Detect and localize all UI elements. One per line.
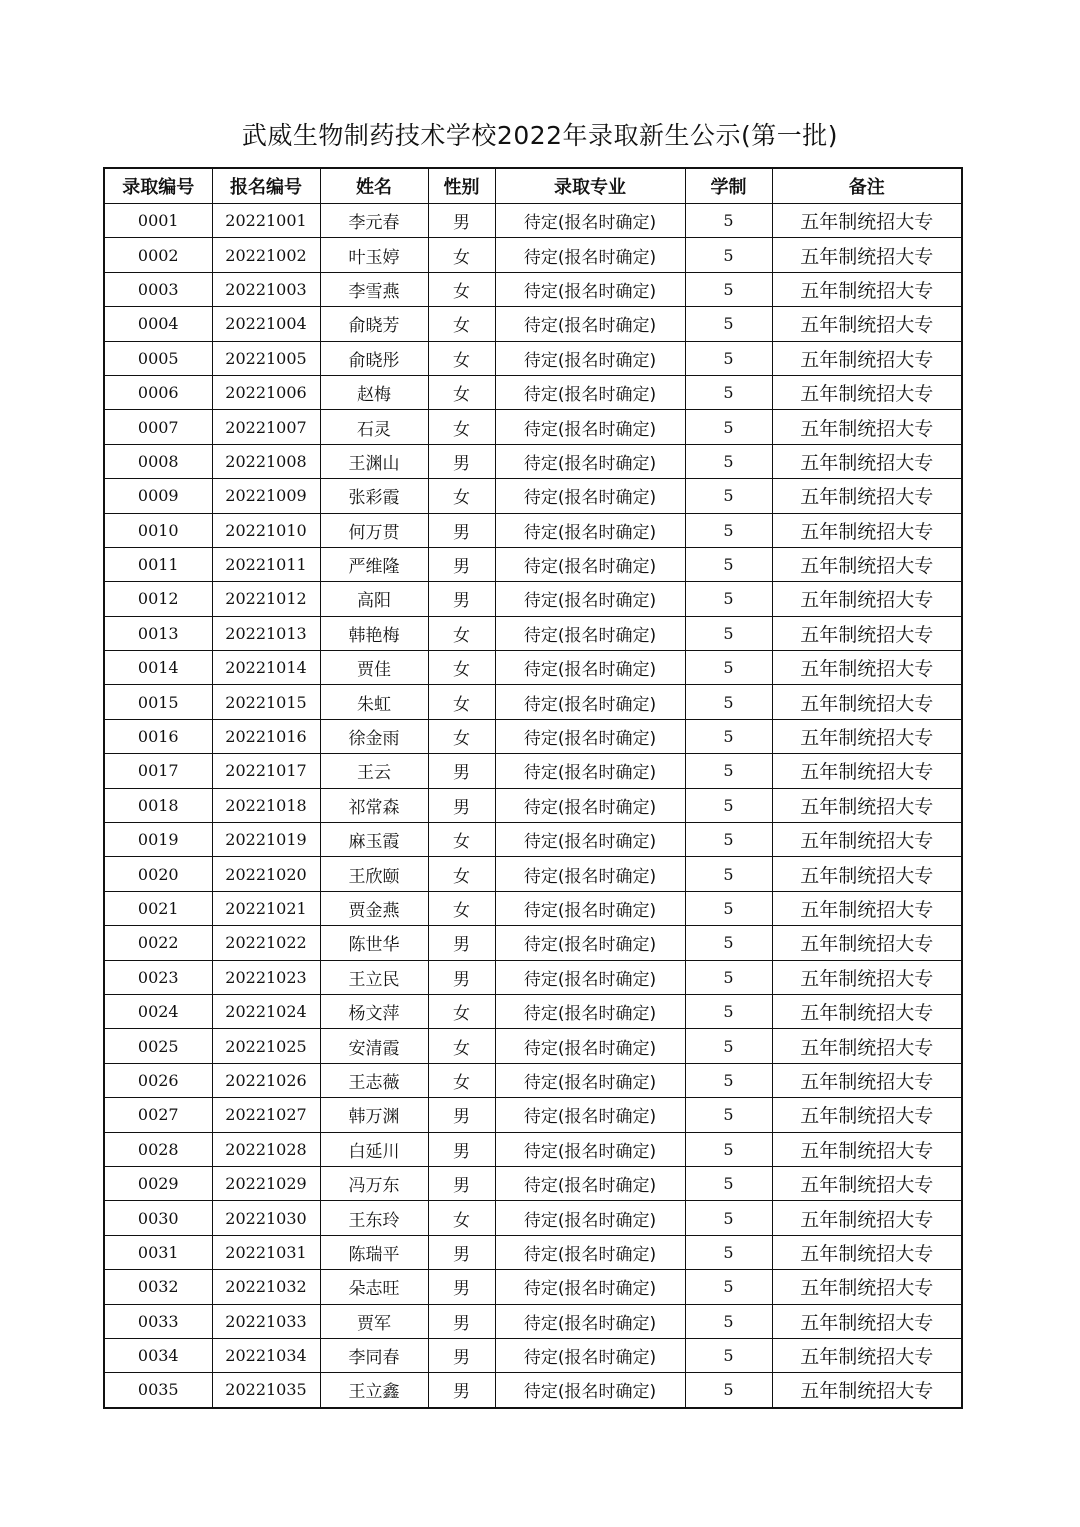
- registration-no-cell: 20221029: [212, 1166, 320, 1200]
- major-cell: 待定(报名时确定): [495, 479, 685, 513]
- major-cell: 待定(报名时确定): [495, 272, 685, 306]
- duration-cell: 5: [685, 444, 772, 478]
- major-cell: 待定(报名时确定): [495, 1166, 685, 1200]
- registration-no-cell: 20221018: [212, 788, 320, 822]
- duration-cell: 5: [685, 204, 772, 238]
- duration-cell: 5: [685, 685, 772, 719]
- admission-no-cell: 0015: [104, 685, 212, 719]
- duration-cell: 5: [685, 1304, 772, 1338]
- table-row: [104, 1029, 962, 1063]
- remark-cell: 五年制统招大专: [772, 513, 962, 547]
- admission-no-cell: 0028: [104, 1132, 212, 1166]
- table-row: [104, 1270, 962, 1304]
- admission-no-cell: 0013: [104, 616, 212, 650]
- admission-no-cell: 0017: [104, 754, 212, 788]
- gender-cell: 男: [428, 582, 495, 616]
- table-row: [104, 1201, 962, 1235]
- student-name-cell: 白延川: [320, 1132, 428, 1166]
- admission-no-cell: 0034: [104, 1338, 212, 1372]
- student-name-cell: 李雪燕: [320, 272, 428, 306]
- major-cell: 待定(报名时确定): [495, 1373, 685, 1408]
- gender-cell: 女: [428, 651, 495, 685]
- student-name-cell: 麻玉霞: [320, 823, 428, 857]
- table-row: [104, 307, 962, 341]
- major-cell: 待定(报名时确定): [495, 788, 685, 822]
- remark-cell: 五年制统招大专: [772, 1098, 962, 1132]
- table-row: [104, 444, 962, 478]
- table-row: [104, 479, 962, 513]
- gender-cell: 男: [428, 1373, 495, 1408]
- duration-cell: 5: [685, 651, 772, 685]
- gender-cell: 女: [428, 1063, 495, 1097]
- admission-no-cell: 0033: [104, 1304, 212, 1338]
- remark-cell: 五年制统招大专: [772, 960, 962, 994]
- duration-cell: 5: [685, 1132, 772, 1166]
- duration-cell: 5: [685, 823, 772, 857]
- remark-cell: 五年制统招大专: [772, 238, 962, 272]
- student-name-cell: 俞晓芳: [320, 307, 428, 341]
- major-cell: 待定(报名时确定): [495, 651, 685, 685]
- admission-no-cell: 0027: [104, 1098, 212, 1132]
- gender-cell: 男: [428, 754, 495, 788]
- registration-no-cell: 20221014: [212, 651, 320, 685]
- major-cell: 待定(报名时确定): [495, 891, 685, 925]
- admission-no-cell: 0009: [104, 479, 212, 513]
- admission-no-cell: 0004: [104, 307, 212, 341]
- table-row: [104, 582, 962, 616]
- admission-no-cell: 0010: [104, 513, 212, 547]
- major-cell: 待定(报名时确定): [495, 960, 685, 994]
- admission-no-cell: 0011: [104, 547, 212, 581]
- remark-cell: 五年制统招大专: [772, 1063, 962, 1097]
- major-cell: 待定(报名时确定): [495, 1304, 685, 1338]
- remark-cell: 五年制统招大专: [772, 651, 962, 685]
- gender-cell: 女: [428, 616, 495, 650]
- gender-cell: 男: [428, 926, 495, 960]
- student-name-cell: 朵志旺: [320, 1270, 428, 1304]
- remark-cell: 五年制统招大专: [772, 272, 962, 306]
- table-row: [104, 341, 962, 375]
- student-name-cell: 叶玉婷: [320, 238, 428, 272]
- remark-cell: 五年制统招大专: [772, 1201, 962, 1235]
- header-registration-no: 报名编号: [212, 168, 320, 204]
- gender-cell: 女: [428, 479, 495, 513]
- remark-cell: 五年制统招大专: [772, 1338, 962, 1372]
- major-cell: 待定(报名时确定): [495, 341, 685, 375]
- major-cell: 待定(报名时确定): [495, 1235, 685, 1269]
- major-cell: 待定(报名时确定): [495, 1132, 685, 1166]
- table-row: [104, 238, 962, 272]
- admission-no-cell: 0029: [104, 1166, 212, 1200]
- registration-no-cell: 20221010: [212, 513, 320, 547]
- duration-cell: 5: [685, 754, 772, 788]
- remark-cell: 五年制统招大专: [772, 788, 962, 822]
- registration-no-cell: 20221026: [212, 1063, 320, 1097]
- duration-cell: 5: [685, 1270, 772, 1304]
- duration-cell: 5: [685, 547, 772, 581]
- remark-cell: 五年制统招大专: [772, 891, 962, 925]
- major-cell: 待定(报名时确定): [495, 754, 685, 788]
- remark-cell: 五年制统招大专: [772, 479, 962, 513]
- gender-cell: 女: [428, 1029, 495, 1063]
- student-name-cell: 陈瑞平: [320, 1235, 428, 1269]
- registration-no-cell: 20221012: [212, 582, 320, 616]
- remark-cell: 五年制统招大专: [772, 1270, 962, 1304]
- gender-cell: 女: [428, 375, 495, 409]
- student-name-cell: 李元春: [320, 204, 428, 238]
- registration-no-cell: 20221016: [212, 719, 320, 753]
- gender-cell: 女: [428, 272, 495, 306]
- major-cell: 待定(报名时确定): [495, 1098, 685, 1132]
- remark-cell: 五年制统招大专: [772, 1304, 962, 1338]
- table-row: [104, 547, 962, 581]
- admission-no-cell: 0016: [104, 719, 212, 753]
- admission-no-cell: 0001: [104, 204, 212, 238]
- table-row: [104, 1166, 962, 1200]
- table-row: [104, 788, 962, 822]
- registration-no-cell: 20221015: [212, 685, 320, 719]
- student-name-cell: 李同春: [320, 1338, 428, 1372]
- admission-no-cell: 0021: [104, 891, 212, 925]
- admission-no-cell: 0006: [104, 375, 212, 409]
- duration-cell: 5: [685, 307, 772, 341]
- student-name-cell: 高阳: [320, 582, 428, 616]
- table-row: [104, 616, 962, 650]
- gender-cell: 女: [428, 307, 495, 341]
- gender-cell: 女: [428, 891, 495, 925]
- duration-cell: 5: [685, 1063, 772, 1097]
- duration-cell: 5: [685, 788, 772, 822]
- duration-cell: 5: [685, 1098, 772, 1132]
- major-cell: 待定(报名时确定): [495, 823, 685, 857]
- admission-no-cell: 0035: [104, 1373, 212, 1408]
- major-cell: 待定(报名时确定): [495, 1029, 685, 1063]
- duration-cell: 5: [685, 513, 772, 547]
- admission-no-cell: 0012: [104, 582, 212, 616]
- table-row: [104, 1235, 962, 1269]
- duration-cell: 5: [685, 479, 772, 513]
- gender-cell: 女: [428, 238, 495, 272]
- duration-cell: 5: [685, 1373, 772, 1408]
- student-name-cell: 贾军: [320, 1304, 428, 1338]
- registration-no-cell: 20221035: [212, 1373, 320, 1408]
- student-name-cell: 赵梅: [320, 375, 428, 409]
- gender-cell: 女: [428, 1201, 495, 1235]
- student-name-cell: 贾金燕: [320, 891, 428, 925]
- student-name-cell: 严维隆: [320, 547, 428, 581]
- header-admission-no: 录取编号: [104, 168, 212, 204]
- admission-no-cell: 0007: [104, 410, 212, 444]
- remark-cell: 五年制统招大专: [772, 754, 962, 788]
- student-name-cell: 王立民: [320, 960, 428, 994]
- gender-cell: 男: [428, 1132, 495, 1166]
- admission-no-cell: 0023: [104, 960, 212, 994]
- major-cell: 待定(报名时确定): [495, 926, 685, 960]
- admission-table: [103, 167, 963, 1409]
- registration-no-cell: 20221007: [212, 410, 320, 444]
- admission-no-cell: 0030: [104, 1201, 212, 1235]
- gender-cell: 男: [428, 444, 495, 478]
- gender-cell: 女: [428, 719, 495, 753]
- admission-no-cell: 0019: [104, 823, 212, 857]
- table-row: [104, 926, 962, 960]
- major-cell: 待定(报名时确定): [495, 444, 685, 478]
- admission-no-cell: 0026: [104, 1063, 212, 1097]
- major-cell: 待定(报名时确定): [495, 547, 685, 581]
- remark-cell: 五年制统招大专: [772, 857, 962, 891]
- gender-cell: 女: [428, 341, 495, 375]
- table-row: [104, 719, 962, 753]
- duration-cell: 5: [685, 1166, 772, 1200]
- major-cell: 待定(报名时确定): [495, 238, 685, 272]
- gender-cell: 男: [428, 513, 495, 547]
- duration-cell: 5: [685, 238, 772, 272]
- header-duration: 学制: [685, 168, 772, 204]
- student-name-cell: 祁常森: [320, 788, 428, 822]
- student-name-cell: 杨文萍: [320, 994, 428, 1028]
- student-name-cell: 王东玲: [320, 1201, 428, 1235]
- registration-no-cell: 20221022: [212, 926, 320, 960]
- major-cell: 待定(报名时确定): [495, 857, 685, 891]
- remark-cell: 五年制统招大专: [772, 1029, 962, 1063]
- table-row: [104, 754, 962, 788]
- gender-cell: 女: [428, 685, 495, 719]
- table-row: [104, 410, 962, 444]
- student-name-cell: 安清霞: [320, 1029, 428, 1063]
- duration-cell: 5: [685, 582, 772, 616]
- header-remark: 备注: [772, 168, 962, 204]
- admission-no-cell: 0032: [104, 1270, 212, 1304]
- major-cell: 待定(报名时确定): [495, 204, 685, 238]
- registration-no-cell: 20221009: [212, 479, 320, 513]
- header-gender: 性别: [428, 168, 495, 204]
- registration-no-cell: 20221001: [212, 204, 320, 238]
- student-name-cell: 陈世华: [320, 926, 428, 960]
- registration-no-cell: 20221020: [212, 857, 320, 891]
- admission-no-cell: 0003: [104, 272, 212, 306]
- registration-no-cell: 20221017: [212, 754, 320, 788]
- remark-cell: 五年制统招大专: [772, 307, 962, 341]
- table-row: [104, 891, 962, 925]
- duration-cell: 5: [685, 1338, 772, 1372]
- gender-cell: 女: [428, 823, 495, 857]
- admission-no-cell: 0031: [104, 1235, 212, 1269]
- student-name-cell: 贾佳: [320, 651, 428, 685]
- admission-no-cell: 0022: [104, 926, 212, 960]
- duration-cell: 5: [685, 719, 772, 753]
- gender-cell: 男: [428, 960, 495, 994]
- remark-cell: 五年制统招大专: [772, 1235, 962, 1269]
- registration-no-cell: 20221006: [212, 375, 320, 409]
- remark-cell: 五年制统招大专: [772, 582, 962, 616]
- header-major: 录取专业: [495, 168, 685, 204]
- registration-no-cell: 20221034: [212, 1338, 320, 1372]
- registration-no-cell: 20221002: [212, 238, 320, 272]
- student-name-cell: 王渊山: [320, 444, 428, 478]
- admission-no-cell: 0020: [104, 857, 212, 891]
- remark-cell: 五年制统招大专: [772, 547, 962, 581]
- gender-cell: 男: [428, 1098, 495, 1132]
- table-row: [104, 823, 962, 857]
- table-row: [104, 204, 962, 238]
- student-name-cell: 朱虹: [320, 685, 428, 719]
- student-name-cell: 韩艳梅: [320, 616, 428, 650]
- major-cell: 待定(报名时确定): [495, 513, 685, 547]
- page-title: 武威生物制药技术学校2022年录取新生公示(第一批): [241, 121, 839, 150]
- student-name-cell: 王立鑫: [320, 1373, 428, 1408]
- remark-cell: 五年制统招大专: [772, 204, 962, 238]
- remark-cell: 五年制统招大专: [772, 444, 962, 478]
- registration-no-cell: 20221019: [212, 823, 320, 857]
- duration-cell: 5: [685, 1235, 772, 1269]
- student-name-cell: 徐金雨: [320, 719, 428, 753]
- remark-cell: 五年制统招大专: [772, 823, 962, 857]
- duration-cell: 5: [685, 960, 772, 994]
- remark-cell: 五年制统招大专: [772, 1132, 962, 1166]
- registration-no-cell: 20221013: [212, 616, 320, 650]
- remark-cell: 五年制统招大专: [772, 616, 962, 650]
- duration-cell: 5: [685, 1201, 772, 1235]
- student-name-cell: 石灵: [320, 410, 428, 444]
- remark-cell: 五年制统招大专: [772, 1166, 962, 1200]
- admission-no-cell: 0002: [104, 238, 212, 272]
- gender-cell: 男: [428, 547, 495, 581]
- student-name-cell: 何万贯: [320, 513, 428, 547]
- table-row: [104, 1098, 962, 1132]
- table-row: [104, 1063, 962, 1097]
- registration-no-cell: 20221003: [212, 272, 320, 306]
- registration-no-cell: 20221011: [212, 547, 320, 581]
- gender-cell: 女: [428, 857, 495, 891]
- registration-no-cell: 20221023: [212, 960, 320, 994]
- student-name-cell: 王志薇: [320, 1063, 428, 1097]
- major-cell: 待定(报名时确定): [495, 1270, 685, 1304]
- registration-no-cell: 20221031: [212, 1235, 320, 1269]
- gender-cell: 男: [428, 1338, 495, 1372]
- remark-cell: 五年制统招大专: [772, 719, 962, 753]
- major-cell: 待定(报名时确定): [495, 994, 685, 1028]
- gender-cell: 男: [428, 788, 495, 822]
- table-row: [104, 375, 962, 409]
- remark-cell: 五年制统招大专: [772, 994, 962, 1028]
- major-cell: 待定(报名时确定): [495, 685, 685, 719]
- student-name-cell: 王云: [320, 754, 428, 788]
- major-cell: 待定(报名时确定): [495, 375, 685, 409]
- duration-cell: 5: [685, 272, 772, 306]
- admission-no-cell: 0005: [104, 341, 212, 375]
- admission-no-cell: 0024: [104, 994, 212, 1028]
- major-cell: 待定(报名时确定): [495, 1338, 685, 1372]
- table-row: [104, 685, 962, 719]
- table-row: [104, 1132, 962, 1166]
- table-row: [104, 651, 962, 685]
- student-name-cell: 王欣颐: [320, 857, 428, 891]
- registration-no-cell: 20221028: [212, 1132, 320, 1166]
- table-row: [104, 513, 962, 547]
- admission-no-cell: 0008: [104, 444, 212, 478]
- table-header-row: [104, 168, 962, 204]
- registration-no-cell: 20221032: [212, 1270, 320, 1304]
- gender-cell: 女: [428, 410, 495, 444]
- table-row: [104, 1304, 962, 1338]
- admission-no-cell: 0025: [104, 1029, 212, 1063]
- major-cell: 待定(报名时确定): [495, 1201, 685, 1235]
- registration-no-cell: 20221033: [212, 1304, 320, 1338]
- major-cell: 待定(报名时确定): [495, 582, 685, 616]
- major-cell: 待定(报名时确定): [495, 307, 685, 341]
- duration-cell: 5: [685, 1029, 772, 1063]
- gender-cell: 男: [428, 204, 495, 238]
- duration-cell: 5: [685, 616, 772, 650]
- remark-cell: 五年制统招大专: [772, 410, 962, 444]
- gender-cell: 女: [428, 994, 495, 1028]
- duration-cell: 5: [685, 410, 772, 444]
- duration-cell: 5: [685, 857, 772, 891]
- duration-cell: 5: [685, 341, 772, 375]
- duration-cell: 5: [685, 994, 772, 1028]
- admission-no-cell: 0018: [104, 788, 212, 822]
- registration-no-cell: 20221030: [212, 1201, 320, 1235]
- table-row: [104, 1338, 962, 1372]
- table-row: [104, 857, 962, 891]
- student-name-cell: 俞晓彤: [320, 341, 428, 375]
- table-row: [104, 994, 962, 1028]
- major-cell: 待定(报名时确定): [495, 410, 685, 444]
- remark-cell: 五年制统招大专: [772, 685, 962, 719]
- admission-no-cell: 0014: [104, 651, 212, 685]
- registration-no-cell: 20221021: [212, 891, 320, 925]
- duration-cell: 5: [685, 375, 772, 409]
- header-name: 姓名: [320, 168, 428, 204]
- gender-cell: 男: [428, 1235, 495, 1269]
- major-cell: 待定(报名时确定): [495, 616, 685, 650]
- major-cell: 待定(报名时确定): [495, 719, 685, 753]
- table-body: [104, 204, 962, 1408]
- registration-no-cell: 20221005: [212, 341, 320, 375]
- table-row: [104, 1373, 962, 1408]
- duration-cell: 5: [685, 926, 772, 960]
- table-row: [104, 272, 962, 306]
- major-cell: 待定(报名时确定): [495, 1063, 685, 1097]
- registration-no-cell: 20221024: [212, 994, 320, 1028]
- remark-cell: 五年制统招大专: [772, 375, 962, 409]
- remark-cell: 五年制统招大专: [772, 926, 962, 960]
- student-name-cell: 冯万东: [320, 1166, 428, 1200]
- registration-no-cell: 20221025: [212, 1029, 320, 1063]
- remark-cell: 五年制统招大专: [772, 341, 962, 375]
- registration-no-cell: 20221008: [212, 444, 320, 478]
- registration-no-cell: 20221027: [212, 1098, 320, 1132]
- gender-cell: 男: [428, 1166, 495, 1200]
- gender-cell: 男: [428, 1304, 495, 1338]
- gender-cell: 男: [428, 1270, 495, 1304]
- table-row: [104, 960, 962, 994]
- registration-no-cell: 20221004: [212, 307, 320, 341]
- duration-cell: 5: [685, 891, 772, 925]
- student-name-cell: 张彩霞: [320, 479, 428, 513]
- student-name-cell: 韩万渊: [320, 1098, 428, 1132]
- remark-cell: 五年制统招大专: [772, 1373, 962, 1408]
